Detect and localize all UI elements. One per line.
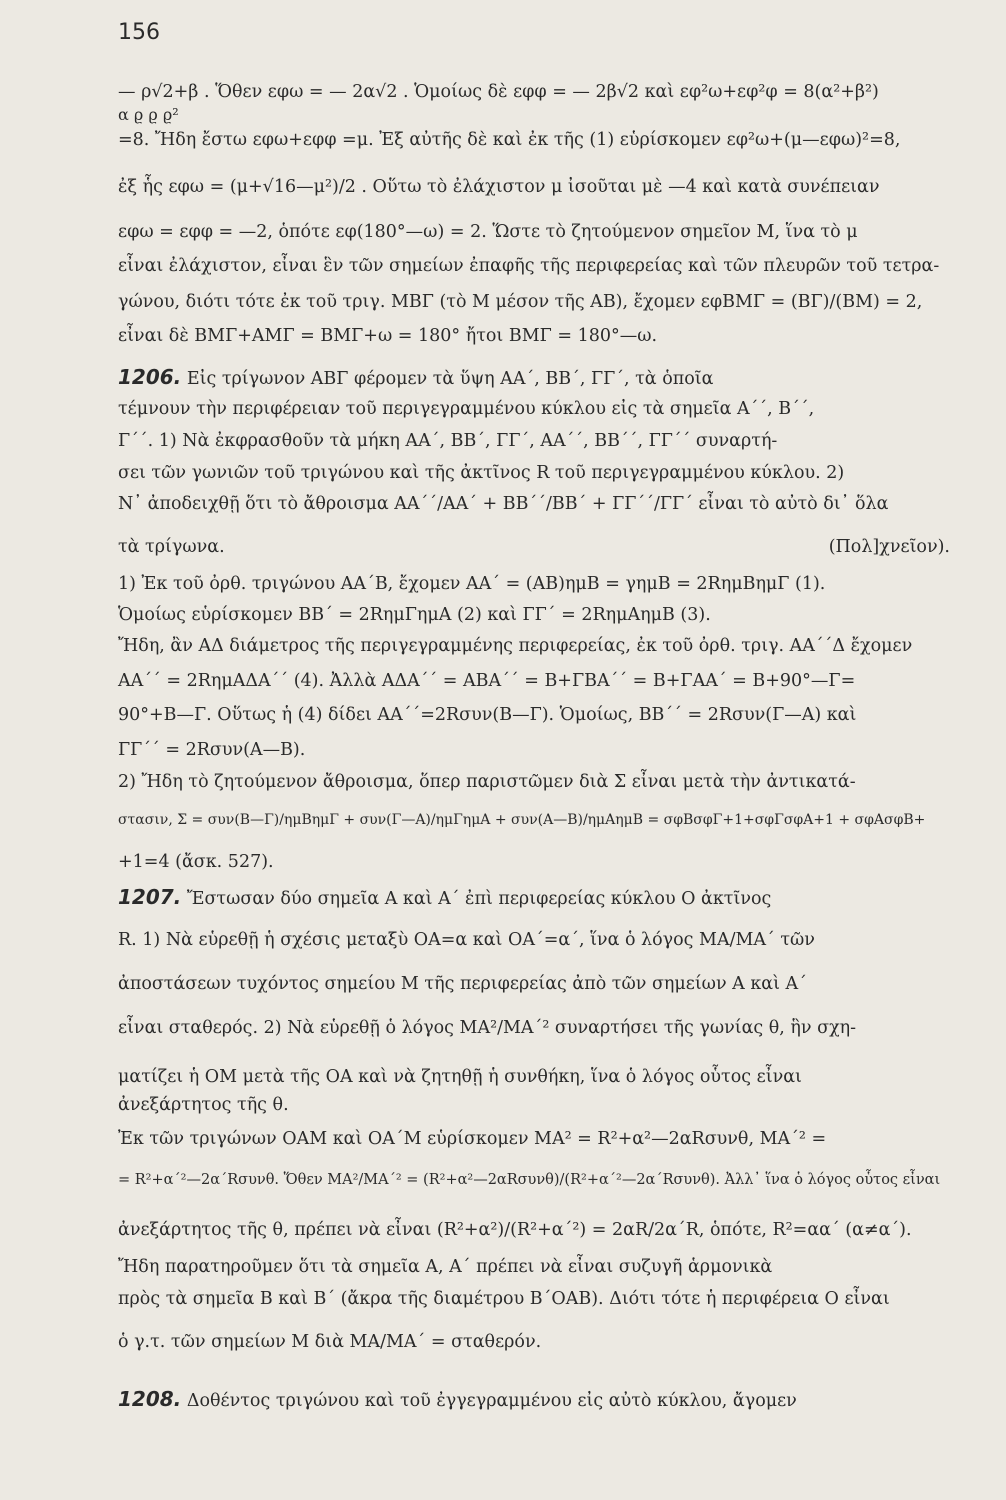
text-line [118,220,950,244]
section-number: 1208. [118,1387,182,1411]
text-line [118,1387,950,1413]
line-text: R. 1) Νὰ εὑρεθῇ ἡ σχέσις μεταξὺ ΟΑ=α καὶ ΟΑ΄=α΄, ἵνα ὁ λόγος ΜΑ/ΜΑ΄ τῶν [118,930,815,950]
line-text: στασιν, Σ = συν(Β—Γ)/ημΒημΓ + συν(Γ—Α)/ημΓημΑ + συν(Α—Β)/ημΑημΒ = σφΒσφΓ+1+σφΓσφΑ+1 + σφΑσφΒ+ [118,812,926,828]
line-text: γώνου, διότι τότε ἐκ τοῦ τριγ. ΜΒΓ (τὸ Μ μέσον τῆς ΑΒ), ἔχομεν εφΒΜΓ = (ΒΓ)/(ΒΜ) = 2, [118,292,923,312]
text-line [118,850,950,874]
page-number: 156 [118,20,160,45]
line-text: Ἐκ τῶν τριγώνων ΟΑΜ καὶ ΟΑ΄Μ εὑρίσκομεν ΜΑ² = R²+α²—2αRσυνθ, ΜΑ΄² = [118,1129,827,1149]
section-number: 1207. [118,885,182,909]
text-line [118,1016,950,1040]
line-text: εφω = εφφ = —2, ὁπότε εφ(180°—ω) = 2. Ὥστε τὸ ζητούμενον σημεῖον Μ, ἵνα τὸ μ [118,222,858,242]
line-text: ὁ γ.τ. τῶν σημείων Μ διὰ ΜΑ/ΜΑ΄ = σταθερόν. [118,1332,542,1352]
text-line [118,254,950,278]
text-line [118,397,950,421]
text-line [118,634,950,658]
line-text: εἶναι σταθερός. 2) Νὰ εὑρεθῇ ὁ λόγος ΜΑ²/ΜΑ΄² συναρτήσει τῆς γωνίας θ, ἣν σχη- [118,1018,857,1038]
line-text: 2) Ἤδη τὸ ζητούμενον ἄθροισμα, ὅπερ παριστῶμεν διὰ Σ εἶναι μετὰ τὴν ἀντικατά- [118,772,856,792]
text-line [118,365,950,391]
text-line [118,603,950,627]
text-line [118,492,950,516]
text-line [118,1168,950,1192]
line-text: 1) Ἐκ τοῦ ὀρθ. τριγώνου ΑΑ΄Β, ἔχομεν ΑΑ΄ = (ΑΒ)ημΒ = γημΒ = 2RημΒημΓ (1). [118,574,826,594]
text-line [118,80,950,104]
text-line [118,770,950,794]
line-text: σει τῶν γωνιῶν τοῦ τριγώνου καὶ τῆς ἀκτῖνος R τοῦ περιγεγραμμένου κύκλου. 2) [118,463,845,483]
text-line [118,461,950,485]
line-text: ματίζει ἡ ΟΜ μετὰ τῆς ΟΑ καὶ νὰ ζητηθῇ ἡ συνθήκη, ἵνα ὁ λόγος οὗτος εἶναι [118,1067,802,1087]
text-line [118,429,950,453]
line-text: Γ΄΄. 1) Νὰ ἐκφρασθοῦν τὰ μήκη ΑΑ΄, ΒΒ΄, ΓΓ΄, ΑΑ΄΄, ΒΒ΄΄, ΓΓ΄΄ συναρτή- [118,431,778,451]
text-line [118,1065,950,1089]
line-text: — ρ√2+β . Ὅθεν εφω = — 2α√2 . Ὁμοίως δὲ εφφ = — 2β√2 καὶ εφ²ω+εφ²φ = 8(α²+β²) [118,82,879,102]
text-line [118,808,950,832]
line-text: 90°+Β—Γ. Οὕτως ἡ (4) δίδει ΑΑ΄΄=2Rσυν(Β—Γ). Ὁμοίως, ΒΒ΄΄ = 2Rσυν(Γ—Α) καὶ [118,705,857,725]
section-number: 1206. [118,365,182,389]
line-text: Ὁμοίως εὑρίσκομεν ΒΒ΄ = 2RημΓημΑ (2) καὶ ΓΓ΄ = 2RημΑημΒ (3). [118,605,711,625]
text-line [118,324,950,348]
line-text: Ἤδη, ἂν ΑΔ διάμετρος τῆς περιγεγραμμένης περιφερείας, ἐκ τοῦ ὀρθ. τριγ. ΑΑ΄΄Δ ἔχομεν [118,636,913,656]
text-line [118,703,950,727]
text-line [118,103,950,127]
line-text: Ἤδη παρατηροῦμεν ὅτι τὰ σημεῖα Α, Α΄ πρέπει νὰ εἶναι συζυγῆ ἁρμονικὰ [118,1257,773,1277]
text-line [118,290,950,314]
line-text: =8. Ἤδη ἔστω εφω+εφφ =μ. Ἐξ αὐτῆς δὲ καὶ ἐκ τῆς (1) εὑρίσκομεν εφ²ω+(μ—εφω)²=8, [118,130,901,150]
text-line [118,669,950,693]
line-text: πρὸς τὰ σημεῖα Β καὶ Β΄ (ἄκρα τῆς διαμέτρου Β΄ΟΑΒ). Διότι τότε ἡ περιφέρεια Ο εἶναι [118,1289,890,1309]
line-text: τὰ τρίγωνα. [118,537,225,557]
text-line [118,1255,950,1279]
line-text: τέμνουν τὴν περιφέρειαν τοῦ περιγεγραμμένου κύκλου εἰς τὰ σημεῖα Α΄΄, Β΄΄, [118,399,815,419]
line-text: ἀποστάσεων τυχόντος σημείου Μ τῆς περιφερείας ἀπὸ τῶν σημείων Α καὶ Α΄ [118,974,807,994]
text-line [118,885,950,911]
line-text: α ϱ ϱ ϱ² [118,105,179,124]
text-line [118,972,950,996]
text-line [118,738,950,762]
text-line [118,535,950,559]
line-text: ἀνεξάρτητος τῆς θ, πρέπει νὰ εἶναι (R²+α²)/(R²+α΄²) = 2αR/2α΄R, ὁπότε, R²=αα΄ (α≠α΄). [118,1220,912,1240]
line-text: ἀνεξάρτητος τῆς θ. [118,1095,289,1115]
line-text: εἶναι δὲ ΒΜΓ+ΑΜΓ = ΒΜΓ+ω = 180° ἤτοι ΒΜΓ = 180°—ω. [118,326,658,346]
line-text: εἶναι ἐλάχιστον, εἶναι ἓν τῶν σημείων ἐπαφῆς τῆς περιφερείας καὶ τῶν πλευρῶν τοῦ τετρα- [118,256,940,276]
line-text: Ἔστωσαν δύο σημεῖα Α καὶ Α΄ ἐπὶ περιφερείας κύκλου Ο ἀκτῖνος [181,889,772,909]
line-text: Εἰς τρίγωνον ΑΒΓ φέρομεν τὰ ὕψη ΑΑ΄, ΒΒ΄, ΓΓ΄, τὰ ὁποῖα [181,369,714,389]
text-line [118,175,950,199]
text-line [118,572,950,596]
line-text: ἐξ ἧς εφω = (μ+√16—μ²)/2 . Οὕτω τὸ ἐλάχιστον μ ἰσοῦται μὲ —4 καὶ κατὰ συνέπειαν [118,177,880,197]
line-text: Ν᾽ ἀποδειχθῇ ὅτι τὸ ἄθροισμα ΑΑ΄΄/ΑΑ΄ + ΒΒ΄΄/ΒΒ΄ + ΓΓ΄΄/ΓΓ΄ εἶναι τὸ αὐτὸ δι᾽ ὅλα [118,494,889,514]
line-text: +1=4 (ἄσκ. 527). [118,852,274,872]
text-line [118,928,950,952]
text-line [118,1093,950,1117]
line-text: Δοθέντος τριγώνου καὶ τοῦ ἐγγεγραμμένου εἰς αὐτὸ κύκλου, ἄγομεν [181,1391,797,1411]
line-text: = R²+α΄²—2α΄Rσυνθ. Ὅθεν ΜΑ²/ΜΑ΄² = (R²+α²—2αRσυνθ)/(R²+α΄²—2α΄Rσυνθ). Ἀλλ᾽ ἵνα ὁ λόγος οὗτος εἶναι [118,1172,941,1188]
text-line [118,1127,950,1151]
text-line [118,1287,950,1311]
source-attribution: (Πολ]χνεῖον). [828,537,950,557]
line-text: ΓΓ΄΄ = 2Rσυν(Α—Β). [118,740,306,760]
line-text: ΑΑ΄΄ = 2RημΑΔΑ΄΄ (4). Ἀλλὰ ΑΔΑ΄΄ = ΑΒΑ΄΄ = Β+ΓΒΑ΄΄ = Β+ΓΑΑ΄ = Β+90°—Γ= [118,671,856,691]
text-line [118,1218,950,1242]
text-line [118,1330,950,1354]
text-line [118,128,950,152]
